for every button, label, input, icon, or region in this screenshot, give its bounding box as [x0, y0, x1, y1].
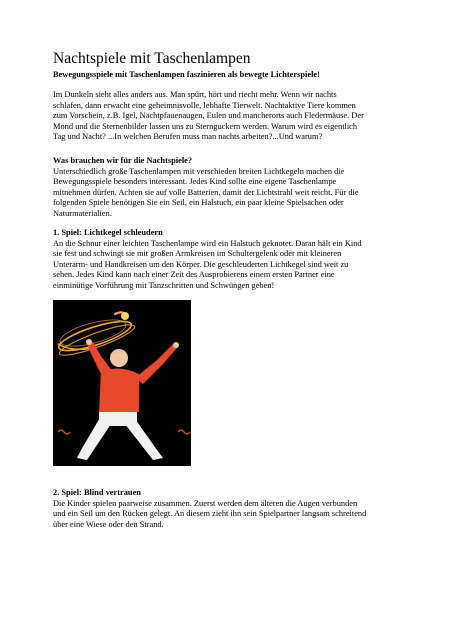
needs-line: Naturmaterialien. [53, 208, 112, 218]
child-with-flashlight-illustration [53, 300, 191, 466]
flashlight-glow [121, 312, 129, 320]
needs-heading: Was brauchen wir für die Nachtspiele? [53, 156, 193, 165]
game1-line: sehen. Jedes Kind kann nach einer Zeit des Ausprobierens einem ersten Partner eine [53, 270, 335, 280]
intro-line: Tag und Nacht? ...In welchen Berufen muss man nachts arbeiten?...Und warum? [53, 132, 323, 142]
game2-section [53, 488, 405, 530]
game2-line: über eine Wiese oder den Strand. [53, 519, 164, 529]
needs-line: Unterschiedlich große Taschenlampen mit verschieden breiten Lichtkegeln machen die [53, 166, 345, 176]
needs-line: Bewegungsspiele besonders interessant. Jedes Kind sollte eine eigene Taschenlampe [53, 177, 337, 187]
intro-line: Im Dunkeln sieht alles anders aus. Man spürt, hört und riecht mehr. Wenn wir nachts [53, 90, 337, 99]
intro-line: zum Vorschein, z.B. Igel, Nachtpfauenaugen, Eulen und mancherorts auch Fledermäuse. Der [53, 111, 364, 121]
needs-line: mitnehmen dürfen. Achten sie auf volle Batterien, damit der Lichtstrahl weit reicht. Für die [53, 187, 359, 197]
intro-line: schlafen, dann erwacht eine geheimnisvolle, lebhafte Tierwelt. Nachtaktive Tiere kommen [53, 100, 356, 110]
game2-line: Die Kinder spielen paarweise zusammen. Zuerst werden dem älteren die Augen verbunden [53, 498, 358, 508]
needs-line: folgenden Spiele benötigen Sie ein Seil, ein Halstuch, ein paar kleine Spielsachen oder [53, 198, 344, 208]
right-hand [173, 342, 179, 348]
game2-heading: 2. Spiel: Blind vertrauen [53, 488, 141, 497]
intro-line: Mond und die Sternenbilder lassen uns zu Sternguckern werden. Warum wird es eigentlich [53, 121, 358, 131]
game1-section [53, 228, 405, 292]
document-subtitle: Bewegungsspiele mit Taschenlampen faszinieren als bewegte Lichterspiele! [53, 70, 320, 79]
intro-paragraph [53, 90, 405, 143]
needs-section [53, 156, 405, 220]
game1-line: einminütige Vorführung mit Tanzschritten und Schwüngen geben! [53, 280, 275, 290]
left-hand [86, 339, 92, 345]
game1-heading: 1. Spiel: Lichtkegel schleudern [53, 228, 163, 237]
game1-line: Unterarm- und Handkreisen um den Körper. Die geschleuderten Lichtkegel sind weit zu [53, 259, 349, 269]
document-title: Nachtspiele mit Taschenlampen [53, 50, 251, 67]
game1-line: An die Schnur einer leichten Taschenlampe wird ein Halstuch geknotet. Daran hält ein Kind [53, 238, 362, 248]
night-game-photo [53, 300, 191, 466]
game2-line: und ein Seil um den Rücken gelegt. An diesem zieht ihn sein Spielpartner langsam schreitend [53, 509, 367, 519]
game1-line: sie fest und schwingt sie mit großen Armkreisen im Schultergelenk oder mit kleineren [53, 249, 342, 259]
red-jacket [99, 368, 139, 412]
